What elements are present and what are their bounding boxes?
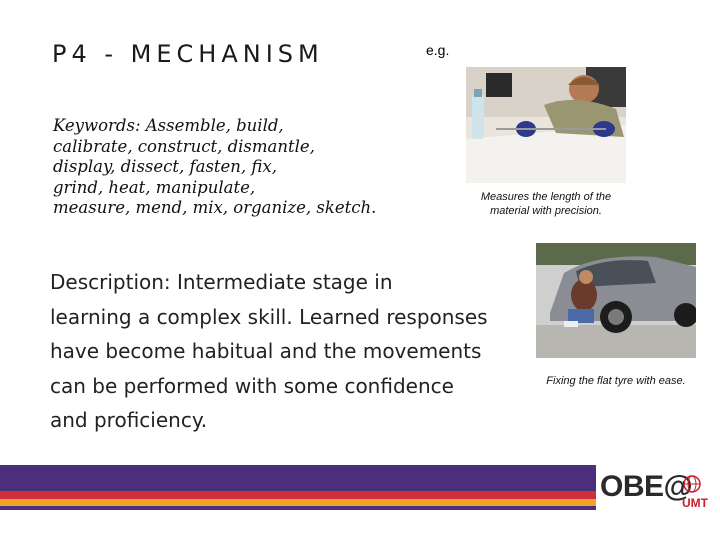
obe-umt-logo bbox=[600, 468, 718, 514]
footer-band-orange bbox=[0, 499, 596, 506]
description-line: learning a complex skill. Learned responses bbox=[50, 304, 488, 329]
keywords-block bbox=[53, 116, 376, 219]
caption-measuring: Measures the length of the material with precision. bbox=[480, 191, 612, 217]
description-line: Description: Intermediate stage in bbox=[50, 270, 393, 294]
keywords-line: calibrate, construct, dismantle, bbox=[53, 136, 315, 156]
description-line: have become habitual and the movements bbox=[50, 339, 482, 363]
logo-sub-text: UMT bbox=[682, 496, 708, 510]
photo-measuring bbox=[466, 67, 626, 183]
description-line: and proficiency. bbox=[50, 408, 208, 432]
example-label: e.g. bbox=[426, 42, 450, 58]
footer-band-purple-bottom bbox=[0, 506, 596, 510]
photo-fixing-tyre bbox=[536, 243, 696, 358]
keywords-line: measure, mend, mix, organize, sketch. bbox=[53, 198, 377, 217]
globe-icon bbox=[682, 474, 702, 494]
description-block bbox=[50, 265, 488, 438]
footer-band-purple bbox=[0, 465, 596, 491]
keywords-line: display, dissect, fasten, fix, bbox=[53, 157, 277, 176]
description-line: can be performed with some confidence bbox=[50, 373, 454, 398]
keywords-line: Keywords: Assemble, build, bbox=[53, 116, 284, 135]
keywords-line: grind, heat, manipulate, bbox=[53, 177, 256, 197]
footer-band-red bbox=[0, 491, 596, 499]
logo-main-text: OBE@ bbox=[600, 470, 693, 503]
slide-title: P4 - MECHANISM bbox=[52, 40, 324, 68]
caption-fixing-tyre: Fixing the flat tyre with ease. bbox=[546, 375, 686, 387]
